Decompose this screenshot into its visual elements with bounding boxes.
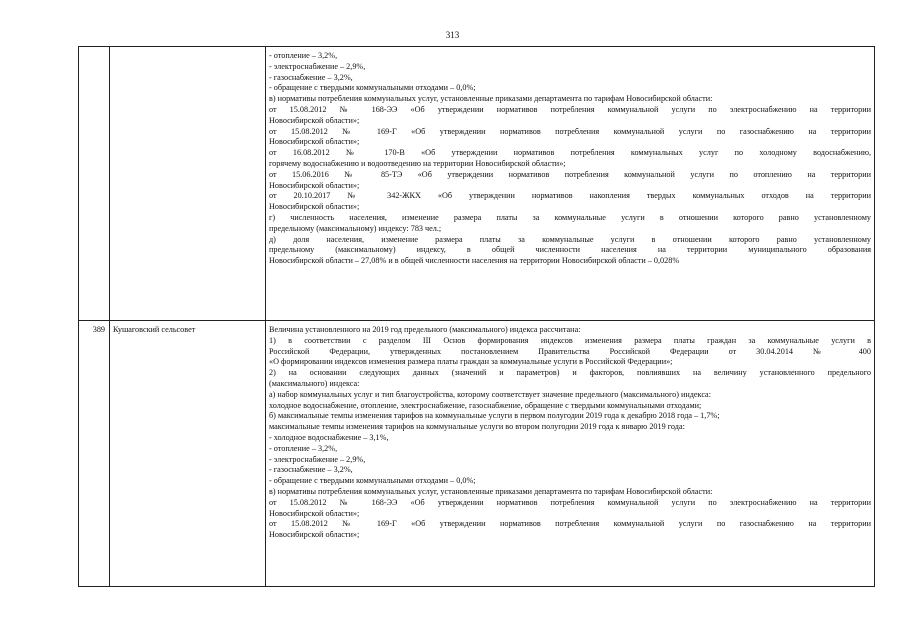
text-line: 2) на основании следующих данных (значений и параметров) и факторов, повлиявших на величину установленного предельного bbox=[269, 368, 871, 378]
text-line: д) доля населения, изменение размера платы за коммунальные услуги в отношении которого равно установленному bbox=[269, 234, 871, 244]
text-line: «О формировании индексов изменения размера платы граждан за коммунальные услуги в Российской Федерации»; bbox=[269, 357, 673, 367]
text-line: Российской Федерации, утвержденных постановлением Правительства Российской Федерации от 30.04.2014 № 400 bbox=[269, 346, 871, 356]
text-line: в) нормативы потребления коммунальных услуг, установленные приказами департамента по тарифам Новосибирской области: bbox=[269, 94, 713, 104]
text-line: б) максимальные темпы изменения тарифов на коммунальные услуги в первом полугодии 2019 года к декабрю 2018 года – 1,7%; bbox=[269, 411, 720, 421]
text-line: - газоснабжение – 3,2%, bbox=[269, 465, 353, 475]
table-row bbox=[79, 321, 875, 587]
text-line: от 15.06.2016 № 85-ТЭ «Об утверждении нормативов потребления коммунальной услуги по отоплению на территории bbox=[269, 169, 871, 179]
text-line: - электроснабжение – 2,9%, bbox=[269, 61, 366, 71]
table-row bbox=[79, 47, 875, 321]
text-line: предельному (максимальному) индексу, в общей численности населения на территории муниципального образования bbox=[269, 245, 871, 255]
municipal-index-table bbox=[78, 46, 875, 587]
page-number: 313 bbox=[445, 30, 460, 40]
text-line: а) набор коммунальных услуг и тип благоустройства, которому соответствует значение предельного (максимального) индекса: bbox=[269, 389, 711, 399]
text-line: - отопление – 3,2%, bbox=[269, 51, 338, 60]
text-line: от 15.08.2012 № 168-ЭЭ «Об утверждении нормативов потребления коммунальной услуги по электроснабжению на территории bbox=[269, 104, 871, 114]
text-line: Новосибирской области»; bbox=[269, 180, 360, 190]
text-line: - холодное водоснабжение – 3,1%, bbox=[269, 432, 389, 442]
municipality-name-cell bbox=[110, 47, 266, 321]
text-line: от 16.08.2012 № 170-В «Об утверждении нормативов потребления коммунальных услуг по холодному водоснабжению, bbox=[269, 148, 871, 158]
row-number-cell: 389 bbox=[79, 321, 110, 587]
municipality-name-cell: Кушаговский сельсовет bbox=[110, 321, 266, 587]
text-line: Новосибирской области»; bbox=[269, 530, 360, 540]
text-line: максимальные темпы изменения тарифов на коммунальные услуги во втором полугодии 2019 года к январю 2019 года: bbox=[269, 422, 685, 432]
index-description-cell bbox=[266, 47, 875, 321]
text-line: от 20.10.2017 № 342-ЖКХ «Об утверждении нормативов накопления твердых коммунальных отходов на территории bbox=[269, 191, 871, 201]
text-line: в) нормативы потребления коммунальных услуг, установленные приказами департамента по тарифам Новосибирской области: bbox=[269, 486, 713, 496]
text-line: от 15.08.2012 № 168-ЭЭ «Об утверждении нормативов потребления коммунальной услуги по электроснабжению на территории bbox=[269, 497, 871, 507]
row-number-cell bbox=[79, 47, 110, 321]
text-line: (максимального) индекса: bbox=[269, 378, 360, 388]
text-line: - электроснабжение – 2,9%, bbox=[269, 454, 366, 464]
text-line: Новосибирской области»; bbox=[269, 137, 360, 147]
text-line: Величина установленного на 2019 год предельного (максимального) индекса рассчитана: bbox=[269, 325, 581, 334]
text-line: Новосибирской области»; bbox=[269, 202, 360, 212]
index-description-cell bbox=[266, 321, 875, 587]
text-line: от 15.08.2012 № 169-Г «Об утверждении нормативов потребления коммунальной услуги по газоснабжению на территории bbox=[269, 126, 871, 136]
text-line: - отопление – 3,2%, bbox=[269, 443, 338, 453]
text-line: Новосибирской области»; bbox=[269, 115, 360, 125]
text-line: Новосибирской области – 27,08% и в общей численности населения на территории Новосибирской области – 0,028% bbox=[269, 256, 680, 266]
text-line: г) численность населения, изменение размера платы за коммунальные услуги в отношении которого равно установленному bbox=[269, 212, 871, 222]
text-line: - обращение с твердыми коммунальными отходами – 0,0%; bbox=[269, 476, 476, 486]
text-line: 1) в соответствии с разделом III Основ формирования индексов изменения размера платы граждан за коммунальные услуги в bbox=[269, 335, 871, 345]
text-line: от 15.08.2012 № 169-Г «Об утверждении нормативов потребления коммунальной услуги по газоснабжению на территории bbox=[269, 519, 871, 529]
text-line: - газоснабжение – 3,2%, bbox=[269, 72, 353, 82]
text-line: Новосибирской области»; bbox=[269, 508, 360, 518]
text-line: предельному (максимальному) индексу: 783 чел.; bbox=[269, 223, 442, 233]
text-line: горячему водоснабжению и водоотведению на территории Новосибирской области»; bbox=[269, 158, 566, 168]
text-line: - обращение с твердыми коммунальными отходами – 0,0%; bbox=[269, 83, 476, 93]
text-line: холодное водоснабжение, отопление, электроснабжение, газоснабжение, обращение с твердыми коммунальными отходами; bbox=[269, 400, 702, 410]
